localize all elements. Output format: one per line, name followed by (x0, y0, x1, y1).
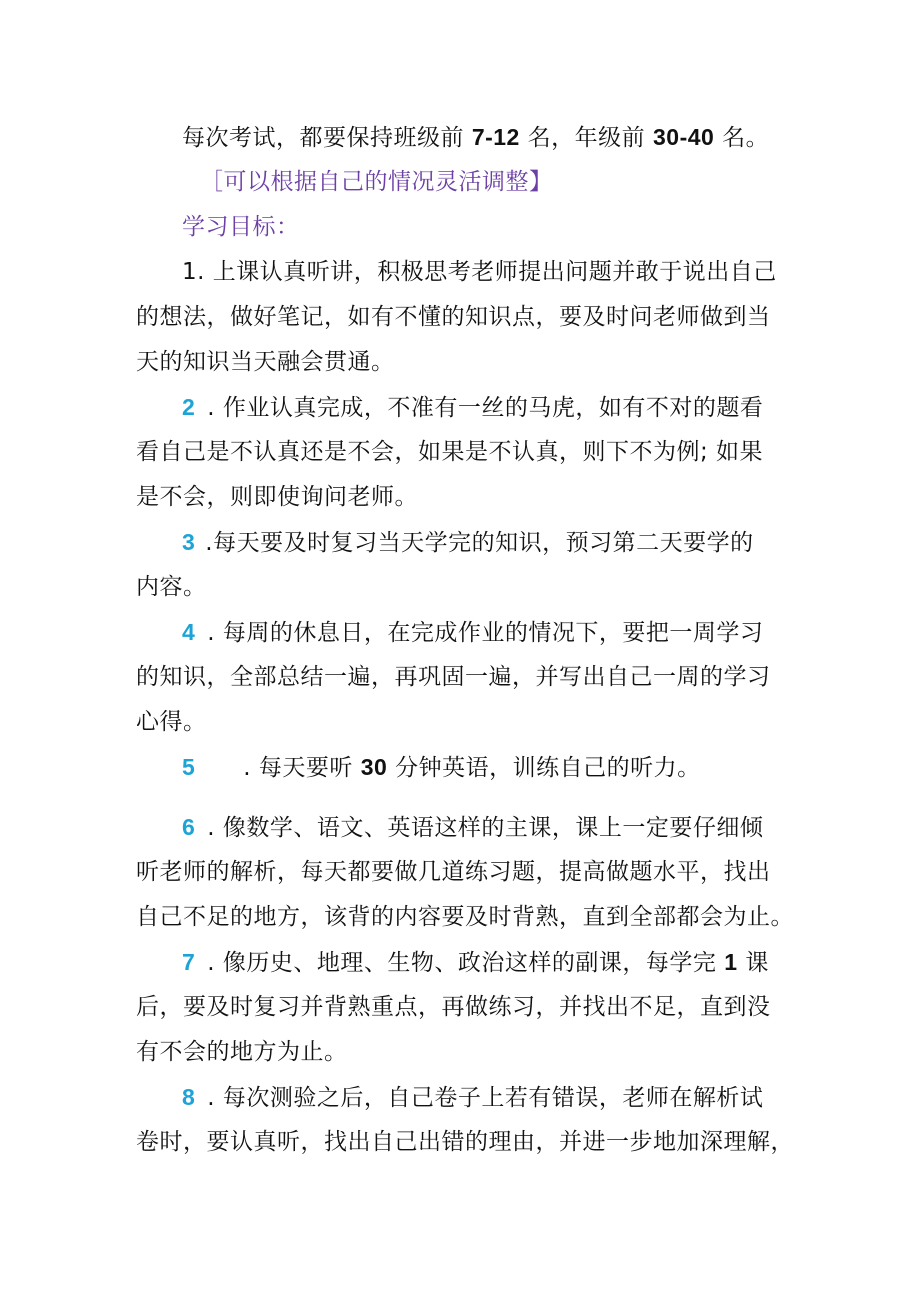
lesson-count-value: 1 (724, 949, 738, 975)
list-item-2 (182, 392, 763, 423)
minutes-value: 30 (360, 754, 388, 780)
item-text-line: 的知识，全部总结一遍，再巩固一遍，并写出自己一周的学习 (136, 664, 771, 690)
intro-text: 每次考试，都要保持班级前 (182, 125, 472, 151)
item-number: 6 (182, 814, 196, 840)
list-item-1 (182, 257, 777, 287)
item-text: .每天要及时复习当天学完的知识，预习第二天要学的 (205, 530, 754, 556)
item-number: 5 (182, 754, 196, 780)
list-item-3 (182, 527, 754, 558)
item-text-line: 是不会，则即使询问老师。 (136, 484, 418, 510)
item-text-line: 心得。 (136, 709, 207, 735)
list-item-4 (182, 617, 763, 648)
item-text: . 作业认真完成，不准有一丝的马虎，如有不对的题看 (207, 395, 764, 421)
item-text-line: 卷时，要认真听，找出自己出错的理由，并进一步地加深理解， (136, 1129, 794, 1155)
list-item-8 (182, 1082, 763, 1113)
item-text-line: 看自己是不认真还是不会，如果是不认真，则下不为例; 如果 (136, 439, 764, 465)
item-number: 4 (182, 619, 196, 645)
intro-line (182, 122, 769, 153)
item-text: . 像数学、语文、英语这样的主课，课上一定要仔细倾 (207, 815, 764, 841)
adjust-note: ［可以根据自己的情况灵活调整】 (200, 169, 553, 195)
item-number: 7 (182, 949, 196, 975)
item-text-line: 自己不足的地方，该背的内容要及时背熟，直到全部都会为止。 (136, 904, 794, 930)
list-item-7 (182, 947, 769, 978)
item-text-line: 内容。 (136, 574, 207, 600)
intro-text: 名。 (714, 125, 770, 151)
item-text: 分钟英语，训练自己的听力。 (387, 755, 701, 781)
item-text: . 每次测验之后，自己卷子上若有错误，老师在解析试 (207, 1085, 764, 1111)
item-text: . 像历史、地理、生物、政治这样的副课，每学完 (207, 950, 725, 976)
item-number: 8 (182, 1084, 196, 1110)
item-text: . 上课认真听讲，积极思考老师提出问题并敢于说出自己 (197, 259, 777, 285)
item-text: . 每周的休息日，在完成作业的情况下，要把一周学习 (207, 620, 764, 646)
intro-text: 名，年级前 (519, 125, 653, 151)
item-number: 1 (182, 259, 198, 285)
class-rank-value: 7-12 (471, 124, 520, 150)
item-text: 课 (737, 950, 769, 976)
item-text-line: 听老师的解析，每天都要做几道练习题，提高做题水平，找出 (136, 859, 771, 885)
item-text-line: 后，要及时复习并背熟重点，再做练习，并找出不足，直到没 (136, 994, 771, 1020)
item-text-line: 有不会的地方为止。 (136, 1039, 348, 1065)
goals-heading: 学习目标： (182, 214, 300, 240)
grade-rank-value: 30-40 (652, 124, 715, 150)
item-text-line: 天的知识当天融会贯通。 (136, 349, 395, 375)
item-text: . 每天要听 (243, 755, 361, 781)
item-number: 3 (182, 529, 196, 555)
list-item-5 (182, 752, 701, 783)
list-item-6 (182, 812, 763, 843)
item-text-line: 的想法，做好笔记，如有不懂的知识点，要及时问老师做到当 (136, 304, 771, 330)
item-number: 2 (182, 394, 196, 420)
